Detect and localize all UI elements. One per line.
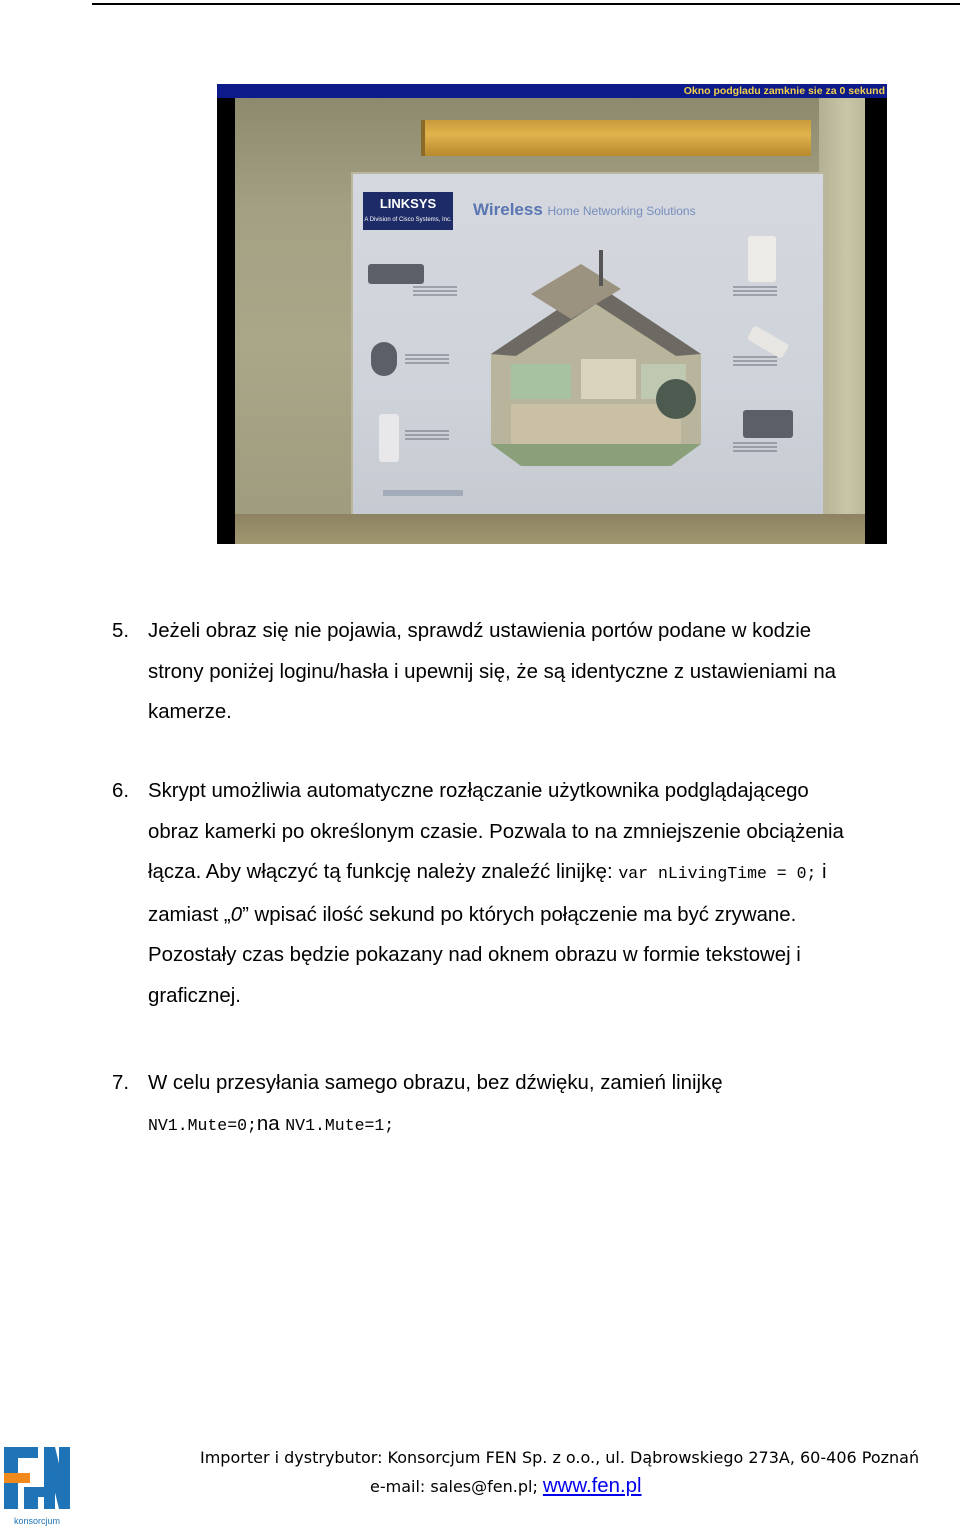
step-number: 7.: [112, 1072, 130, 1094]
webcam-product: [371, 342, 397, 376]
preview-status-text: Okno podgladu zamknie sie za 0 sekund: [683, 85, 885, 97]
fen-logo: [2, 1443, 72, 1527]
house-illustration: [471, 244, 721, 474]
preview-status-bar: [217, 84, 887, 98]
step-text: Skrypt umożliwia automatyczne rozłączanie użytkownika podglądającego obraz kamerki po określonym czasie. Pozwala to na zmniejszenie obciążenia łącza. Aby włączyć tą funkcję należy znaleźć linijkę: var nLivingTime = 0; i zamiast „0” wpisać ilość sekund po których połączenie ma być zrywane. Pozostały czas będzie pokazany nad oknem obrazu w formie tekstowej i graficznej.: [148, 780, 844, 1007]
step-text: Jeżeli obraz się nie pojawia, sprawdź ustawienia portów podane w kodzie strony poniżej loginu/hasła i upewnij się, że są identyczne z ustawieniami na kamerze.: [148, 620, 836, 723]
camera-product: [748, 236, 776, 282]
step-text: W celu przesyłania samego obrazu, bez dźwięku, zamień linijkę NV1.Mute=0;na NV1.Mute=1;: [148, 1072, 723, 1135]
print-server-product: [743, 410, 793, 438]
step-number: 5.: [112, 620, 130, 642]
step-number: 6.: [112, 780, 130, 802]
wall-poster: [353, 174, 823, 514]
website-link[interactable]: www.fen.pl: [542, 1475, 642, 1497]
poster-title: Wireless Home Networking Solutions: [473, 200, 696, 219]
code-snippet: var nLivingTime = 0;: [618, 864, 817, 883]
phone-product: [379, 414, 399, 462]
camera-frame: [235, 98, 865, 544]
poster-logo: LINKSYS A Division of Cisco Systems, Inc.: [363, 192, 453, 230]
router-product: [368, 264, 424, 284]
code-snippet: NV1.Mute=0;: [148, 1115, 257, 1135]
footer-address: Importer i dystrybutor: Konsorcjum FEN Sp. z o.o., ul. Dąbrowskiego 273A, 60-406 Poznań: [200, 1448, 920, 1467]
header-rule: [92, 3, 960, 5]
window-sill: [235, 514, 865, 544]
footer-contact: e-mail: sales@fen.pl; www.fen.pl: [370, 1475, 642, 1497]
camera-preview-image: [217, 84, 887, 544]
window-blind: [425, 120, 811, 156]
logo-subtitle: konsorcjum: [13, 1516, 61, 1526]
code-snippet: NV1.Mute=1;: [285, 1115, 395, 1135]
usb-adapter-product: [747, 325, 790, 359]
